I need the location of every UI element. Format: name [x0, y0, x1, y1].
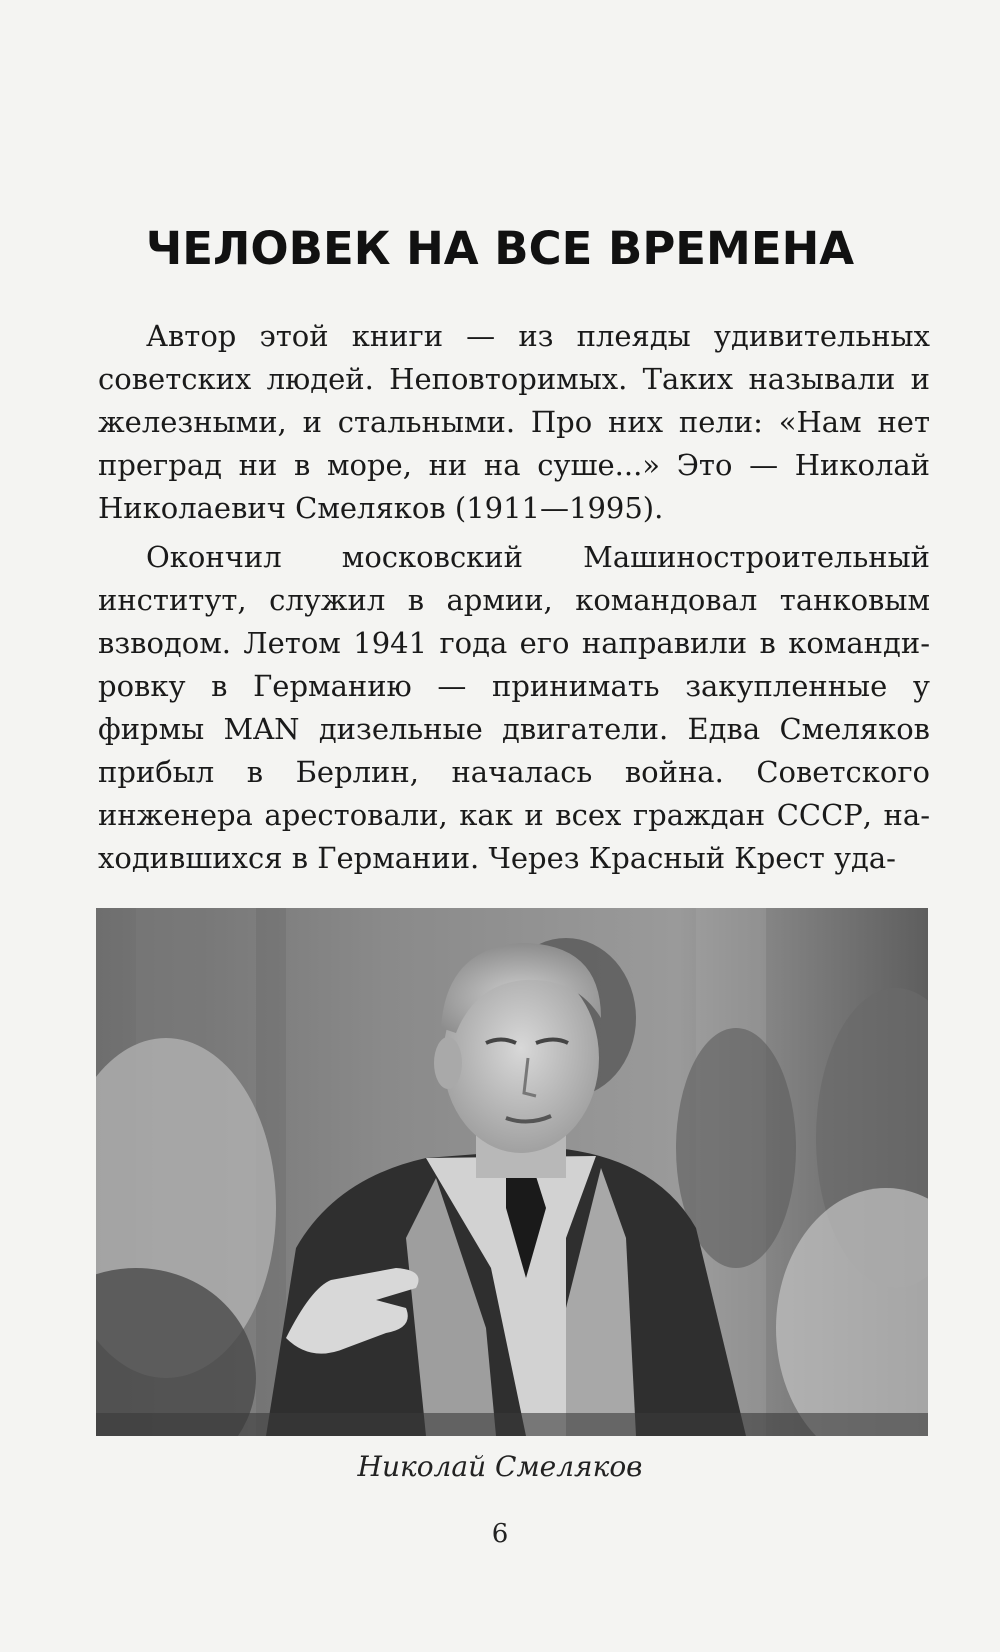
paragraph-2: Окончил московский Машиностроительный институт, служил в армии, командовал танковым взводом. Летом 1941 года его направили в командировку в Германию — принимать закупленные у фирмы MAN дизельные двигатели. Едва Смеляков прибыл в Берлин, началась война. Советского инженера арестовали, как и всех граждан СССР, находившихся в Германии. Через Красный Крест уда-	[98, 540, 930, 875]
photo-illustration	[96, 908, 928, 1436]
chapter-title: ЧЕЛОВЕК НА ВСЕ ВРЕМЕНА	[145, 222, 855, 275]
photo-caption: Николай Смеляков	[357, 1450, 643, 1483]
paragraph-1: Автор этой книги — из плеяды удивительных советских людей. Неповторимых. Таких называли и железными, и стальными. Про них пели: «Нам нет преград ни в море, ни на суше...» Это — Николай Николаевич Смеляков (1911—1995).	[98, 319, 930, 525]
page-number: 6	[491, 1519, 509, 1549]
body-text	[98, 315, 930, 886]
portrait-photo	[96, 908, 928, 1436]
